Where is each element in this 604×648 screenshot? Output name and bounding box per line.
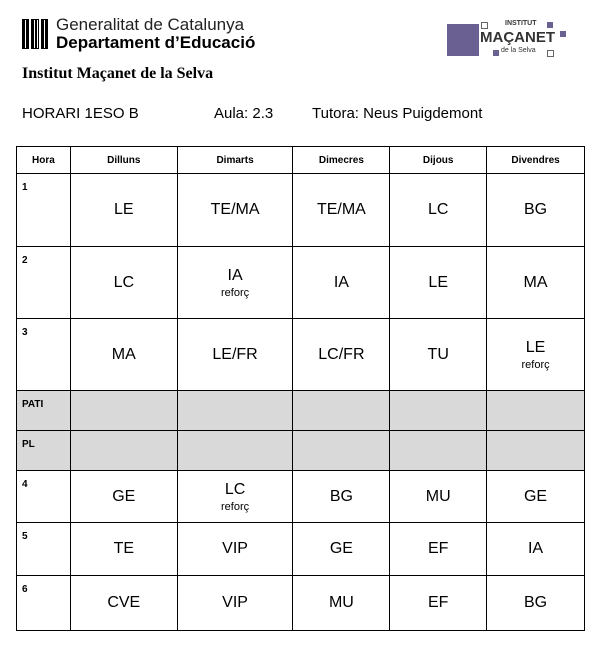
schedule-cell xyxy=(390,174,487,247)
schedule-cell xyxy=(293,174,390,247)
hour-label: PATI xyxy=(17,391,71,431)
schedule-cell xyxy=(177,431,293,471)
schedule-cell xyxy=(487,247,585,319)
hour-label: 3 xyxy=(17,319,71,391)
schedule-cell xyxy=(487,319,585,391)
schedule-cell xyxy=(390,523,487,576)
subject: VIP xyxy=(222,594,248,611)
schedule-cell xyxy=(293,319,390,391)
column-header: Hora xyxy=(17,147,71,174)
column-header: Divendres xyxy=(487,147,585,174)
schedule-cell xyxy=(487,471,585,523)
schedule-cell xyxy=(177,174,293,247)
schedule-cell xyxy=(390,431,487,471)
schedule-cell xyxy=(177,576,293,631)
subject: MU xyxy=(425,487,451,505)
subject: CVE xyxy=(107,594,141,611)
schedule-cell xyxy=(390,247,487,319)
generalitat-logo xyxy=(22,16,255,52)
schedule-cell xyxy=(70,391,177,431)
subject: BG xyxy=(329,487,353,505)
schedule-cell xyxy=(487,576,585,631)
table-row xyxy=(17,523,585,576)
table-row xyxy=(17,431,585,471)
schedule-cell xyxy=(390,319,487,391)
hour-label: 4 xyxy=(17,471,71,523)
schedule-cell xyxy=(70,319,177,391)
schedule-cell xyxy=(293,576,390,631)
subject: MU xyxy=(328,594,354,611)
column-header: Dijous xyxy=(390,147,487,174)
table-row xyxy=(17,174,585,247)
schedule-cell xyxy=(177,391,293,431)
subject: TE/MA xyxy=(316,201,366,218)
subject-note: reforç xyxy=(221,286,250,299)
schedule-cell xyxy=(70,576,177,631)
table-row xyxy=(17,471,585,523)
subject: BG xyxy=(523,594,548,611)
subject: LE/FR xyxy=(212,345,258,363)
department-name: Departament d’Educació xyxy=(56,33,256,52)
schedule-cell xyxy=(177,247,293,319)
subject-note: reforç xyxy=(221,500,250,513)
subject: LC xyxy=(427,201,449,218)
subject: LE xyxy=(428,273,448,291)
subject: GE xyxy=(523,487,548,505)
schedule-cell xyxy=(487,174,585,247)
subject: LC xyxy=(224,480,246,498)
schedule-cell xyxy=(487,431,585,471)
schedule-cell xyxy=(70,247,177,319)
subject: IA xyxy=(333,273,349,291)
subject: MA xyxy=(111,345,136,363)
subject: GE xyxy=(112,487,136,505)
schedule-cell xyxy=(390,576,487,631)
hour-label: 2 xyxy=(17,247,71,319)
schedule-cell xyxy=(390,391,487,431)
subject: LE xyxy=(114,201,134,218)
subject: EF xyxy=(427,540,449,557)
table-row xyxy=(17,576,585,631)
schedule-cell xyxy=(293,247,390,319)
subject: TU xyxy=(427,345,449,363)
schedule-cell xyxy=(487,391,585,431)
subject: TE/MA xyxy=(210,201,260,218)
subject: IA xyxy=(527,540,544,557)
column-header: Dimecres xyxy=(293,147,390,174)
subject: BG xyxy=(523,201,548,218)
subject: IA xyxy=(227,266,243,284)
tutor-label: Tutora: Neus Puigdemont xyxy=(312,105,483,122)
school-logo: INSTITUT MAÇANET de la Selva xyxy=(447,20,577,60)
schedule-cell xyxy=(70,471,177,523)
subject: LC xyxy=(113,273,135,291)
subject: LC/FR xyxy=(318,345,365,363)
room-label: Aula: 2.3 xyxy=(214,105,274,122)
subject: GE xyxy=(329,540,353,557)
table-row xyxy=(17,391,585,431)
subject: EF xyxy=(427,594,449,611)
subject: TE xyxy=(113,540,135,557)
column-header: Dilluns xyxy=(70,147,177,174)
schedule-cell xyxy=(293,391,390,431)
schedule-cell xyxy=(177,319,293,391)
gov-name: Generalitat de Catalunya xyxy=(56,15,245,34)
column-header: Dimarts xyxy=(177,147,293,174)
school-name: Institut Maçanet de la Selva xyxy=(22,65,214,82)
table-row xyxy=(17,319,585,391)
group-label: HORARI 1ESO B xyxy=(22,105,139,122)
schedule-cell xyxy=(177,523,293,576)
schedule-cell xyxy=(390,471,487,523)
schedule-cell xyxy=(293,431,390,471)
generalitat-seal-icon xyxy=(22,19,48,49)
schedule-cell xyxy=(293,471,390,523)
schedule-cell xyxy=(293,523,390,576)
subject-note: reforç xyxy=(521,358,550,371)
hour-label: PL xyxy=(17,431,71,471)
school-logo-block-icon xyxy=(447,24,479,56)
hour-label: 6 xyxy=(17,576,71,631)
schedule-cell xyxy=(70,523,177,576)
timetable xyxy=(16,146,585,631)
schedule-cell xyxy=(70,431,177,471)
hour-label: 1 xyxy=(17,174,71,247)
schedule-cell xyxy=(177,471,293,523)
subject: MA xyxy=(523,273,548,291)
subject: VIP xyxy=(222,540,248,557)
schedule-cell xyxy=(487,523,585,576)
table-row xyxy=(17,247,585,319)
schedule-cell xyxy=(70,174,177,247)
subject: LE xyxy=(525,338,546,356)
hour-label: 5 xyxy=(17,523,71,576)
